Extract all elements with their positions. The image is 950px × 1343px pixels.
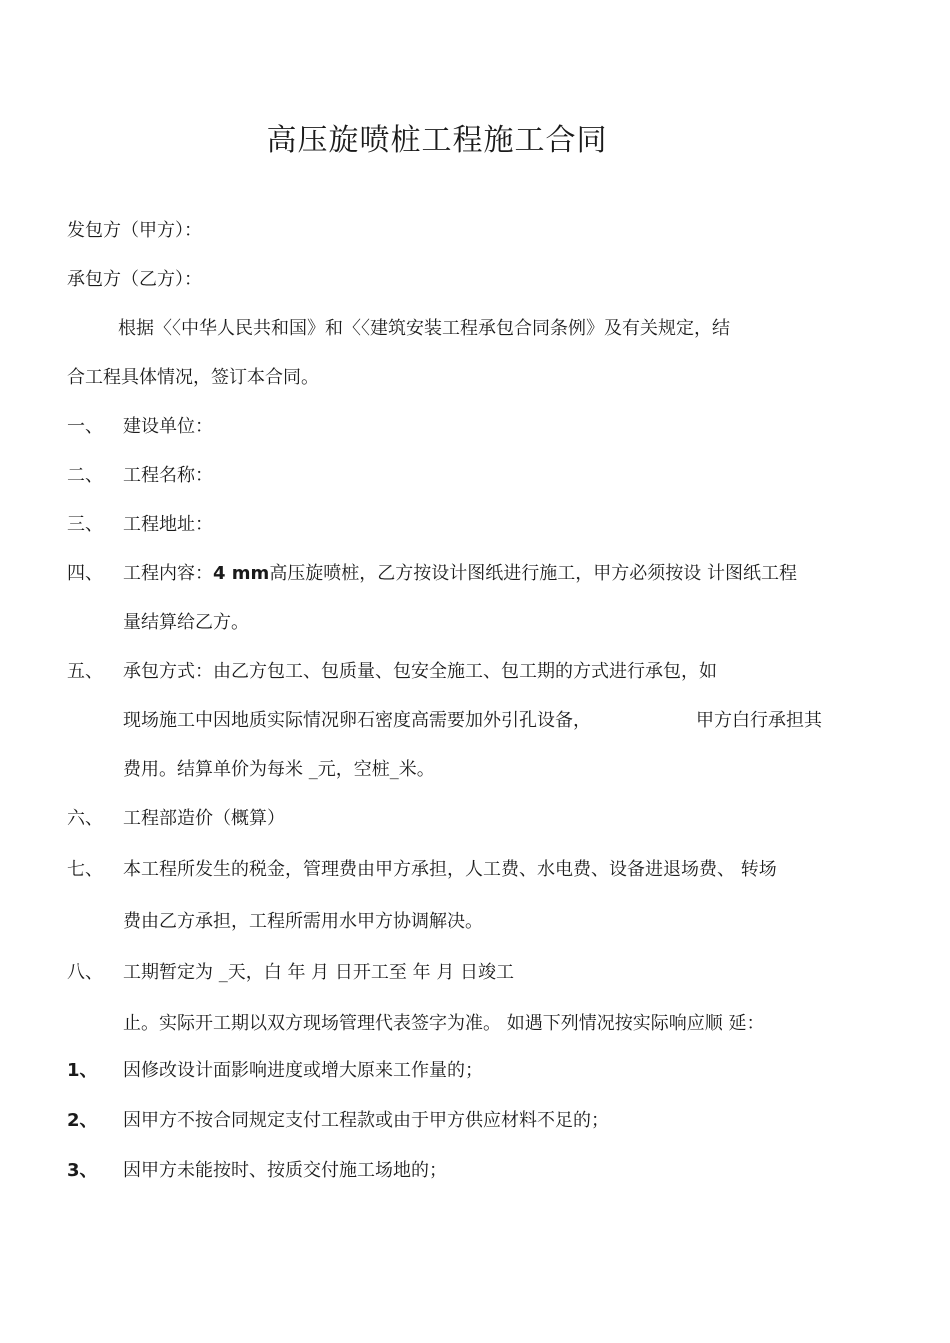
clause-text-suffix: 高压旋喷桩，乙方按设计图纸进行施工，甲方必须按设 计图纸工程	[269, 563, 798, 584]
clause-number: 四、	[67, 563, 103, 584]
clause-number: 三、	[67, 514, 103, 535]
document-title: 高压旋喷桩工程施工合同	[266, 123, 608, 158]
clause-text-continued: 甲方白行承担其	[696, 710, 822, 731]
clause-text: 建设单位：	[123, 416, 213, 437]
clause-text: 工程地址：	[123, 514, 213, 535]
item-number: 1、	[67, 1060, 98, 1081]
clause-text: 承包方式：由乙方包工、包质量、包安全施工、包工期的方式进行承包，如	[123, 661, 717, 682]
intro-line-1: 根据〈〈中华人民共和国》和〈〈建筑安装工程承包合同条例》及有关规定，结	[118, 318, 730, 339]
clause-text-continued: 费用。结算单价为每米 _元，空桩_米。	[123, 759, 435, 780]
item-text: 因修改设计面影响进度或增大原来工作量的；	[123, 1060, 483, 1081]
clause-number: 五、	[67, 661, 103, 682]
clause-number: 二、	[67, 465, 103, 486]
item-number: 3、	[67, 1160, 98, 1181]
clause-text: 工程名称：	[123, 465, 213, 486]
clause-text-continued: 止。实际开工期以双方现场管理代表签字为准。 如遇下列情况按实际响应顺 延：	[123, 1013, 765, 1034]
clause-text: 工程部造价（概算）	[123, 808, 285, 829]
party-b-line: 承包方（乙方）：	[67, 269, 202, 290]
party-a-line: 发包方（甲方）：	[67, 220, 202, 241]
item-text: 因甲方未能按时、按质交付施工场地的；	[123, 1160, 447, 1181]
clause-text-prefix: 工程内容：	[123, 563, 213, 584]
clause-number: 六、	[67, 808, 103, 829]
clause-number: 七、	[67, 859, 103, 880]
clause-text: 工期暂定为 _天，白 年 月 日开工至 年 月 日竣工	[123, 962, 515, 983]
clause-text-continued: 现场施工中因地质实际情况卵石密度高需要加外引孔设备，	[123, 710, 591, 731]
item-text: 因甲方不按合同规定支付工程款或由于甲方供应材料不足的；	[123, 1110, 609, 1131]
pile-diameter: 4 mm	[213, 563, 270, 584]
intro-line-2: 合工程具体情况，签订本合同。	[67, 367, 319, 388]
clause-number: 八、	[67, 962, 103, 983]
clause-text-continued: 费由乙方承担，工程所需用水甲方协调解决。	[123, 911, 483, 932]
clause-text-continued: 量结算给乙方。	[123, 612, 249, 633]
item-number: 2、	[67, 1110, 98, 1131]
clause-text: 本工程所发生的税金，管理费由甲方承担，人工费、水电费、设备进退场费、 转场	[123, 859, 777, 880]
clause-text	[123, 559, 797, 589]
clause-number: 一、	[67, 416, 103, 437]
